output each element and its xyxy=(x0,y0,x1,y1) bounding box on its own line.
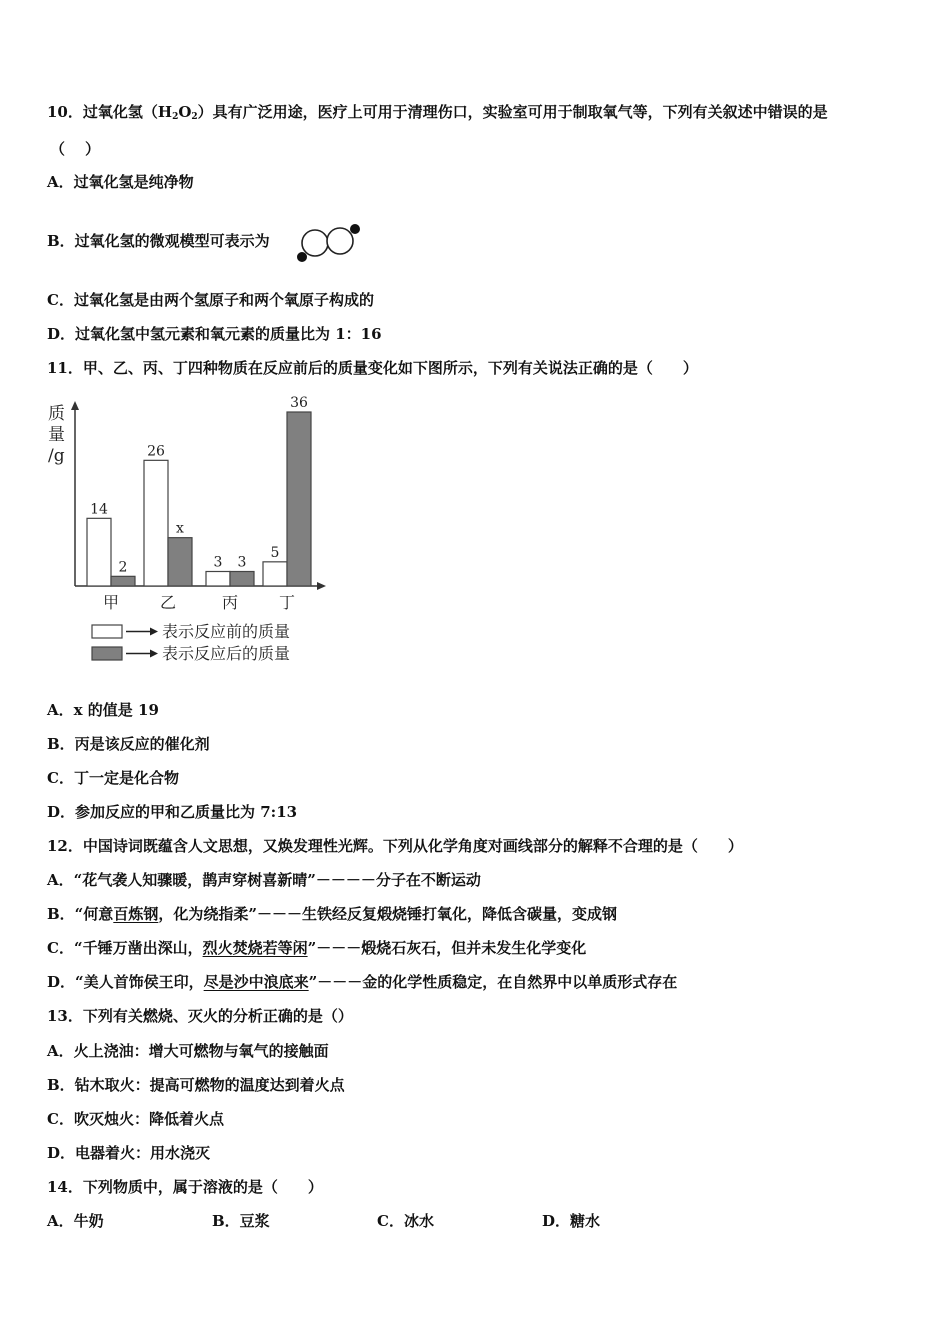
x-axis-arrow-icon xyxy=(317,582,326,590)
q14-option-d: D．糖水 xyxy=(542,1212,601,1230)
bar-after xyxy=(111,576,135,586)
legend-label: 表示反应后的质量 xyxy=(162,644,291,663)
q12-stem: 12．中国诗词既蕴含人文思想，又焕发理性光辉。下列从化学角度对画线部分的解释不合理的是（ ） xyxy=(47,837,743,855)
q11-option-d: D．参加反应的甲和乙质量比为 7:13 xyxy=(47,803,298,821)
bar-value-label: 3 xyxy=(237,554,247,571)
legend-swatch xyxy=(92,625,122,638)
q12-option-c: C．“千锤万凿出深山，烈火焚烧若等闲”－－－煅烧石灰石，但并未发生化学变化 xyxy=(47,939,587,957)
y-label-line: 量 xyxy=(48,425,65,445)
bar-value-label: 36 xyxy=(290,395,308,411)
bar-value-label: 2 xyxy=(118,559,128,576)
q14-option-b: B．豆浆 xyxy=(212,1212,270,1230)
q12-option-b: B．“何意百炼钢，化为绕指柔”－－－生铁经反复煅烧锤打氧化，降低含碳量，变成钢 xyxy=(47,905,617,923)
q12-option-a: A．“花气袭人知骤暖，鹊声穿树喜新晴”－－－－分子在不断运动 xyxy=(47,871,481,889)
q13-option-b: B．钻木取火：提高可燃物的温度达到着火点 xyxy=(47,1076,345,1094)
q11-stem: 11．甲、乙、丙、丁四种物质在反应前后的质量变化如下图所示，下列有关说法正确的是（ ） xyxy=(47,359,698,377)
q11-option-b: B．丙是该反应的催化剂 xyxy=(47,735,210,753)
bar-value-label: 26 xyxy=(147,443,165,460)
h2o2-molecule-model-icon xyxy=(293,221,365,265)
bar-before xyxy=(144,460,168,586)
x-category-label: 乙 xyxy=(159,593,177,612)
q10-option-c: C．过氧化氢是由两个氢原子和两个氧原子构成的 xyxy=(47,291,374,309)
bar-value-label: 5 xyxy=(270,544,280,561)
bar-value-label: x xyxy=(176,520,184,537)
legend-arrow-icon xyxy=(150,628,158,636)
q10-stem: 10．过氧化氢$(H_2O_2)$具有广泛用途，医疗上可用于清理伤口，实验室可用于制取氧气等，下列有关叙述中错误的是 xyxy=(47,103,828,122)
q13-option-d: D．电器着火：用水浇灭 xyxy=(47,1144,211,1162)
q13-option-c: C．吹灭烛火：降低着火点 xyxy=(47,1110,224,1128)
legend-label: 表示反应前的质量 xyxy=(162,622,291,641)
q10-answer-blank: （ ） xyxy=(50,140,101,158)
bar-after xyxy=(230,572,254,587)
q12-option-d: D．“美人首饰侯王印，尽是沙中浪底来”－－－金的化学性质稳定，在自然界中以单质形式存在 xyxy=(47,973,678,991)
q13-stem: 13．下列有关燃烧、灭火的分析正确的是（） xyxy=(47,1007,353,1025)
bar-before xyxy=(206,572,230,587)
q11-option-a: A．x 的值是 19 xyxy=(47,701,159,719)
y-label-line: /g xyxy=(48,446,65,466)
y-axis-arrow-icon xyxy=(71,401,79,410)
bar-value-label: 3 xyxy=(213,554,223,571)
q11-option-c: C．丁一定是化合物 xyxy=(47,769,179,787)
q14-option-a: A．牛奶 xyxy=(47,1212,104,1230)
bar-before xyxy=(263,562,287,586)
q13-option-a: A．火上浇油：增大可燃物与氧气的接触面 xyxy=(47,1042,329,1060)
x-category-label: 甲 xyxy=(102,593,120,612)
q14-stem: 14．下列物质中，属于溶液的是（ ） xyxy=(47,1178,323,1196)
bar-after xyxy=(168,538,192,586)
x-category-label: 丁 xyxy=(278,593,296,612)
q10-option-a: A．过氧化氢是纯净物 xyxy=(47,173,194,191)
y-label-line: 质 xyxy=(48,404,65,424)
bar-before xyxy=(87,518,111,586)
y-axis-label xyxy=(48,404,65,466)
legend-arrow-icon xyxy=(150,650,158,658)
q14-option-c: C．冰水 xyxy=(377,1212,434,1230)
q10-option-d: D．过氧化氢中氢元素和氧元素的质量比为 1：16 xyxy=(47,325,382,343)
bar-after xyxy=(287,412,311,586)
mass-change-bar-chart xyxy=(40,395,340,670)
q10-option-b: B．过氧化氢的微观模型可表示为 xyxy=(47,232,270,250)
bar-value-label: 14 xyxy=(90,501,108,518)
legend-swatch xyxy=(92,647,122,660)
x-category-label: 丙 xyxy=(221,593,239,612)
